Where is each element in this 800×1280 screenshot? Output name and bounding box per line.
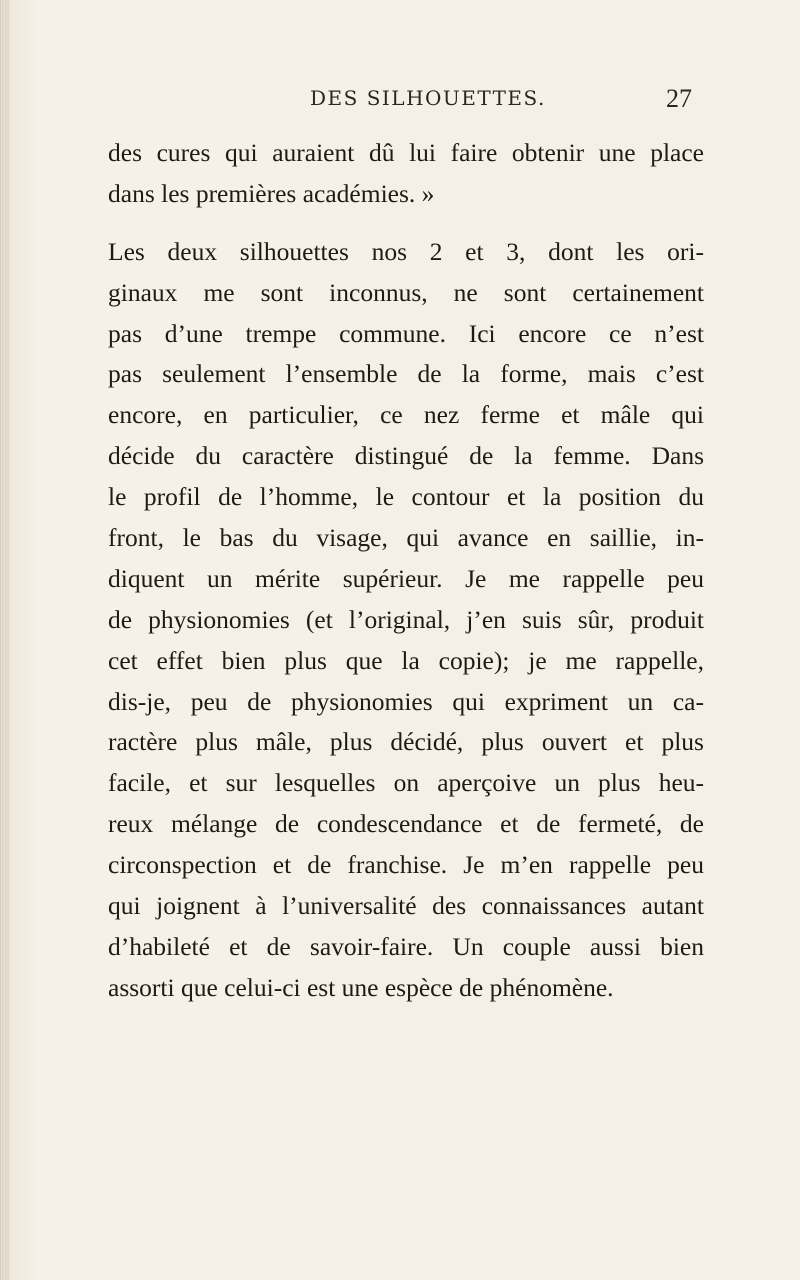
text-line: encore, en particulier, ce nez ferme et mâle qui <box>108 400 704 430</box>
paragraph-gap <box>108 215 704 232</box>
text-line: assorti que celui-ci est une espèce de phénomène. <box>108 972 614 1002</box>
text-line: décide du caractère distingué de la femme. Dans <box>108 441 704 471</box>
text-line: pas d’une trempe commune. Ici encore ce n’est <box>108 318 704 348</box>
running-head <box>0 86 800 116</box>
text-line: diquent un mérite supérieur. Je me rappelle peu <box>108 563 704 593</box>
text-line: ginaux me sont inconnus, ne sont certainement <box>108 277 704 307</box>
body-text <box>108 133 704 1009</box>
text-line: qui joignent à l’universalité des connaissances autant <box>108 891 704 921</box>
text-line: facile, et sur lesquelles on aperçoive un plus heu- <box>108 768 704 798</box>
text-line: dans les premières académies. » <box>108 178 435 208</box>
text-line: circonspection et de franchise. Je m’en rappelle peu <box>108 850 704 880</box>
text-line: Les deux silhouettes nos 2 et 3, dont les ori- <box>108 236 704 266</box>
text-line: ractère plus mâle, plus décidé, plus ouvert et plus <box>108 727 704 757</box>
running-title: DES SILHOUETTES. <box>310 86 546 110</box>
page-binding-edge <box>0 0 10 1280</box>
text-line: d’habileté et de savoir-faire. Un couple aussi bien <box>108 931 704 961</box>
text-line: le profil de l’homme, le contour et la position du <box>108 482 704 512</box>
text-line: reux mélange de condescendance et de fermeté, de <box>108 809 704 839</box>
text-line: dis-je, peu de physionomies qui expriment un ca- <box>108 686 704 716</box>
text-line: front, le bas du visage, qui avance en saillie, in- <box>108 523 704 553</box>
text-line: cet effet bien plus que la copie); je me rappelle, <box>108 645 704 675</box>
text-line: des cures qui auraient dû lui faire obtenir une place <box>108 138 704 167</box>
text-line: de physionomies (et l’original, j’en suis sûr, produit <box>108 604 704 634</box>
page-number: 27 <box>666 84 692 113</box>
text-line: pas seulement l’ensemble de la forme, mais c’est <box>108 359 704 389</box>
